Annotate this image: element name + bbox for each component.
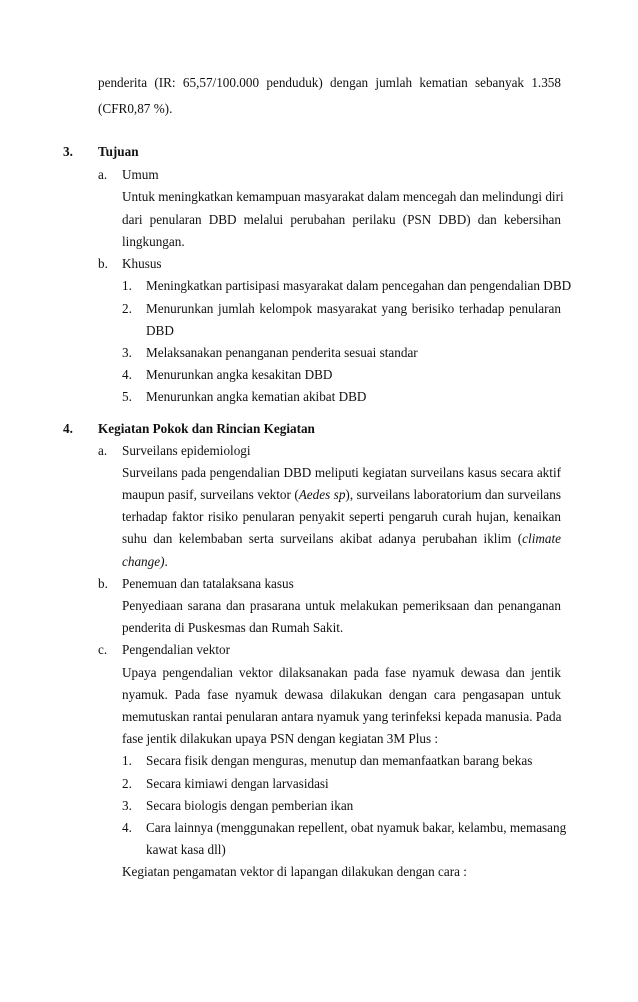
list-item-text: Meningkatkan partisipasi masyarakat dalam pencegahan dan pengendalian DBD [146,278,572,293]
s4-b-line-2: penderita di Puskesmas dan Rumah Sakit. [122,620,344,635]
s4-c-line-1: Upaya pengendalian vektor dilaksanakan pada fase nyamuk dewasa dan jentik [122,665,561,680]
list-item-text-cont: DBD [146,323,174,338]
list-item-text: Secara fisik dengan menguras, menutup dan memanfaatkan barang bekas [146,753,533,768]
list-item-number: 1. [122,753,132,768]
intro-line-1: penderita (IR: 65,57/100.000 penduduk) dengan jumlah kematian sebanyak 1.358 [98,75,561,90]
s4-a-line-2: maupun pasif, surveilans vektor (Aedes sp), surveilans laboratorium dan surveilans [122,487,561,502]
list-item-text: Menurunkan jumlah kelompok masyarakat yang berisiko terhadap penularan [146,301,561,316]
list-item-number: 5. [122,389,132,404]
s3-a-line-1: Untuk meningkatkan kemampuan masyarakat dalam mencegah dan melindungi diri [122,189,564,204]
list-item-text: Melaksanakan penanganan penderita sesuai standar [146,345,418,360]
s4-c-line-2: nyamuk. Pada fase nyamuk dewasa dilakukan dengan cara pengasapan untuk [122,687,561,702]
list-item-number: 3. [122,798,132,813]
section-4-number: 4. [63,421,73,436]
s4-a-label: Surveilans epidemiologi [122,443,251,458]
s4-c-line-3: memutuskan rantai penularan antara nyamuk yang terinfeksi kepada manusia. Pada [122,709,562,724]
s4-a-line-4: suhu dan kelembaban serta surveilans akibat adanya perubahan iklim (climate [122,531,561,546]
s3-a-line-2: dari penularan DBD melalui perubahan perilaku (PSN DBD) dan kebersihan [122,212,561,227]
list-item-number: 4. [122,820,132,835]
s4-a-line-1: Surveilans pada pengendalian DBD meliputi kegiatan surveilans kasus secara aktif [122,465,561,480]
list-item-text: Menurunkan angka kematian akibat DBD [146,389,367,404]
s4-c-marker: c. [98,642,108,657]
s4-b-marker: b. [98,576,108,591]
list-item-text: Secara kimiawi dengan larvasidasi [146,776,329,791]
list-item-text: Secara biologis dengan pemberian ikan [146,798,354,813]
s4-a-line-5: change). [122,554,168,569]
section-4-title: Kegiatan Pokok dan Rincian Kegiatan [98,421,315,436]
s4-b-line-1: Penyediaan sarana dan prasarana untuk melakukan pemeriksaan dan penanganan [122,598,561,613]
s4-a-marker: a. [98,443,108,458]
s4-c-closing: Kegiatan pengamatan vektor di lapangan dilakukan dengan cara : [122,864,467,879]
s3-a-marker: a. [98,167,108,182]
section-3-number: 3. [63,144,73,159]
list-item-number: 1. [122,278,132,293]
list-item-number: 2. [122,776,132,791]
s3-a-line-3: lingkungan. [122,234,185,249]
list-item-number: 3. [122,345,132,360]
intro-line-2: (CFR0,87 %). [98,101,173,116]
list-item-number: 2. [122,301,132,316]
s3-b-marker: b. [98,256,108,271]
s4-c-line-4: fase jentik dilakukan upaya PSN dengan kegiatan 3M Plus : [122,731,439,746]
section-3-title: Tujuan [98,144,139,159]
list-item-number: 4. [122,367,132,382]
s4-a-line-3: terhadap faktor risiko penularan penyakit seperti pengaruh curah hujan, kenaikan [122,509,561,524]
list-item-text: Menurunkan angka kesakitan DBD [146,367,333,382]
list-item-text-cont: kawat kasa dll) [146,842,226,857]
s4-c-label: Pengendalian vektor [122,642,231,657]
s3-a-label: Umum [122,167,159,182]
s4-b-label: Penemuan dan tatalaksana kasus [122,576,294,591]
list-item-text: Cara lainnya (menggunakan repellent, obat nyamuk bakar, kelambu, memasang [146,820,567,835]
s3-b-label: Khusus [122,256,162,271]
